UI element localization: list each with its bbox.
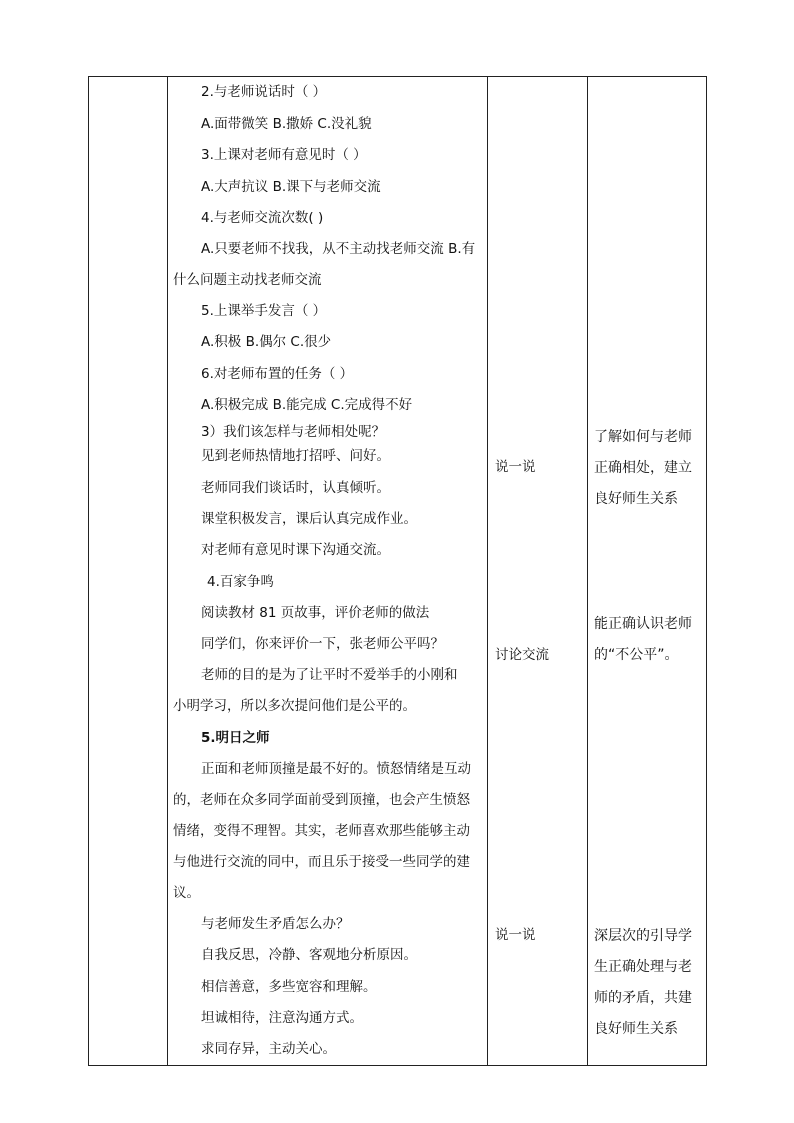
section-heading: 5.明日之师	[201, 730, 270, 746]
activity-label: 讨论交流	[495, 647, 549, 663]
activity-label: 说一说	[495, 459, 536, 475]
activity-label: 说一说	[495, 927, 536, 943]
content-line: 的，老师在众多同学面前受到顶撞，也会产生愤怒	[173, 792, 470, 808]
content-line: 老师的目的是为了让平时不爱举手的小刚和	[201, 667, 458, 683]
content-line: 4.与老师交流次数( )	[201, 210, 324, 226]
content-line: 5.上课举手发言（ ）	[201, 303, 327, 319]
content-line: 坦诚相待，注意沟通方式。	[201, 1010, 363, 1026]
content-line: 自我反思，冷静、客观地分析原因。	[201, 947, 417, 963]
content-line: 求同存异，主动关心。	[201, 1041, 336, 1057]
table-border-bottom	[88, 1065, 707, 1066]
purpose-line: 师的矛盾，共建	[594, 990, 692, 1006]
purpose-line: 生正确处理与老	[594, 959, 692, 975]
content-line: 与老师发生矛盾怎么办？	[201, 916, 350, 932]
content-line: 情绪，变得不理智。其实，老师喜欢那些能够主动	[173, 823, 470, 839]
content-line: 3）我们该怎样与老师相处呢？	[201, 424, 386, 440]
purpose-line: 能正确认识老师	[594, 616, 692, 632]
content-line: 相信善意，多些宽容和理解。	[201, 979, 377, 995]
table-border-right	[706, 76, 707, 1066]
table-border-left	[88, 76, 89, 1066]
content-line: A.积极完成 B.能完成 C.完成得不好	[201, 397, 413, 413]
content-line: A.大声抗议 B.课下与老师交流	[201, 179, 381, 195]
content-line: 3.上课对老师有意见时（ ）	[201, 147, 367, 163]
content-line: 议。	[173, 885, 200, 901]
content-line: 阅读教材 81 页故事，评价老师的做法	[201, 605, 430, 621]
content-line: 与他进行交流的同中，而且乐于接受一些同学的建	[173, 854, 470, 870]
content-line: 4.百家争鸣	[207, 574, 274, 590]
purpose-line: 正确相处，建立	[594, 460, 692, 476]
content-line: 对老师有意见时课下沟通交流。	[201, 542, 390, 558]
content-line: 同学们，你来评价一下，张老师公平吗？	[201, 636, 444, 652]
table-border-col3	[587, 76, 588, 1066]
content-line: 小明学习，所以多次提问他们是公平的。	[173, 698, 416, 714]
content-line: 6.对老师布置的任务（ ）	[201, 366, 354, 382]
content-line: 课堂积极发言，课后认真完成作业。	[201, 511, 417, 527]
purpose-line: 良好师生关系	[594, 491, 678, 507]
content-line: 老师同我们谈话时，认真倾听。	[201, 480, 390, 496]
content-line: 2.与老师说话时（ ）	[201, 84, 327, 100]
purpose-line: 了解如何与老师	[594, 429, 692, 445]
purpose-line: 良好师生关系	[594, 1021, 678, 1037]
purpose-line: 的“不公平”。	[594, 647, 679, 663]
content-line: A.面带微笑 B.撒娇 C.没礼貌	[201, 116, 372, 132]
content-line: 什么问题主动找老师交流	[173, 272, 322, 288]
table-border-top	[88, 76, 707, 77]
table-border-col1	[167, 76, 168, 1066]
content-line: 见到老师热情地打招呼、问好。	[201, 448, 390, 464]
table-border-col2	[487, 76, 488, 1066]
content-line: 正面和老师顶撞是最不好的。愤怒情绪是互动	[201, 761, 471, 777]
content-line: A.积极 B.偶尔 C.很少	[201, 334, 332, 350]
content-line: A.只要老师不找我，从不主动找老师交流 B.有	[201, 241, 476, 257]
purpose-line: 深层次的引导学	[594, 928, 692, 944]
